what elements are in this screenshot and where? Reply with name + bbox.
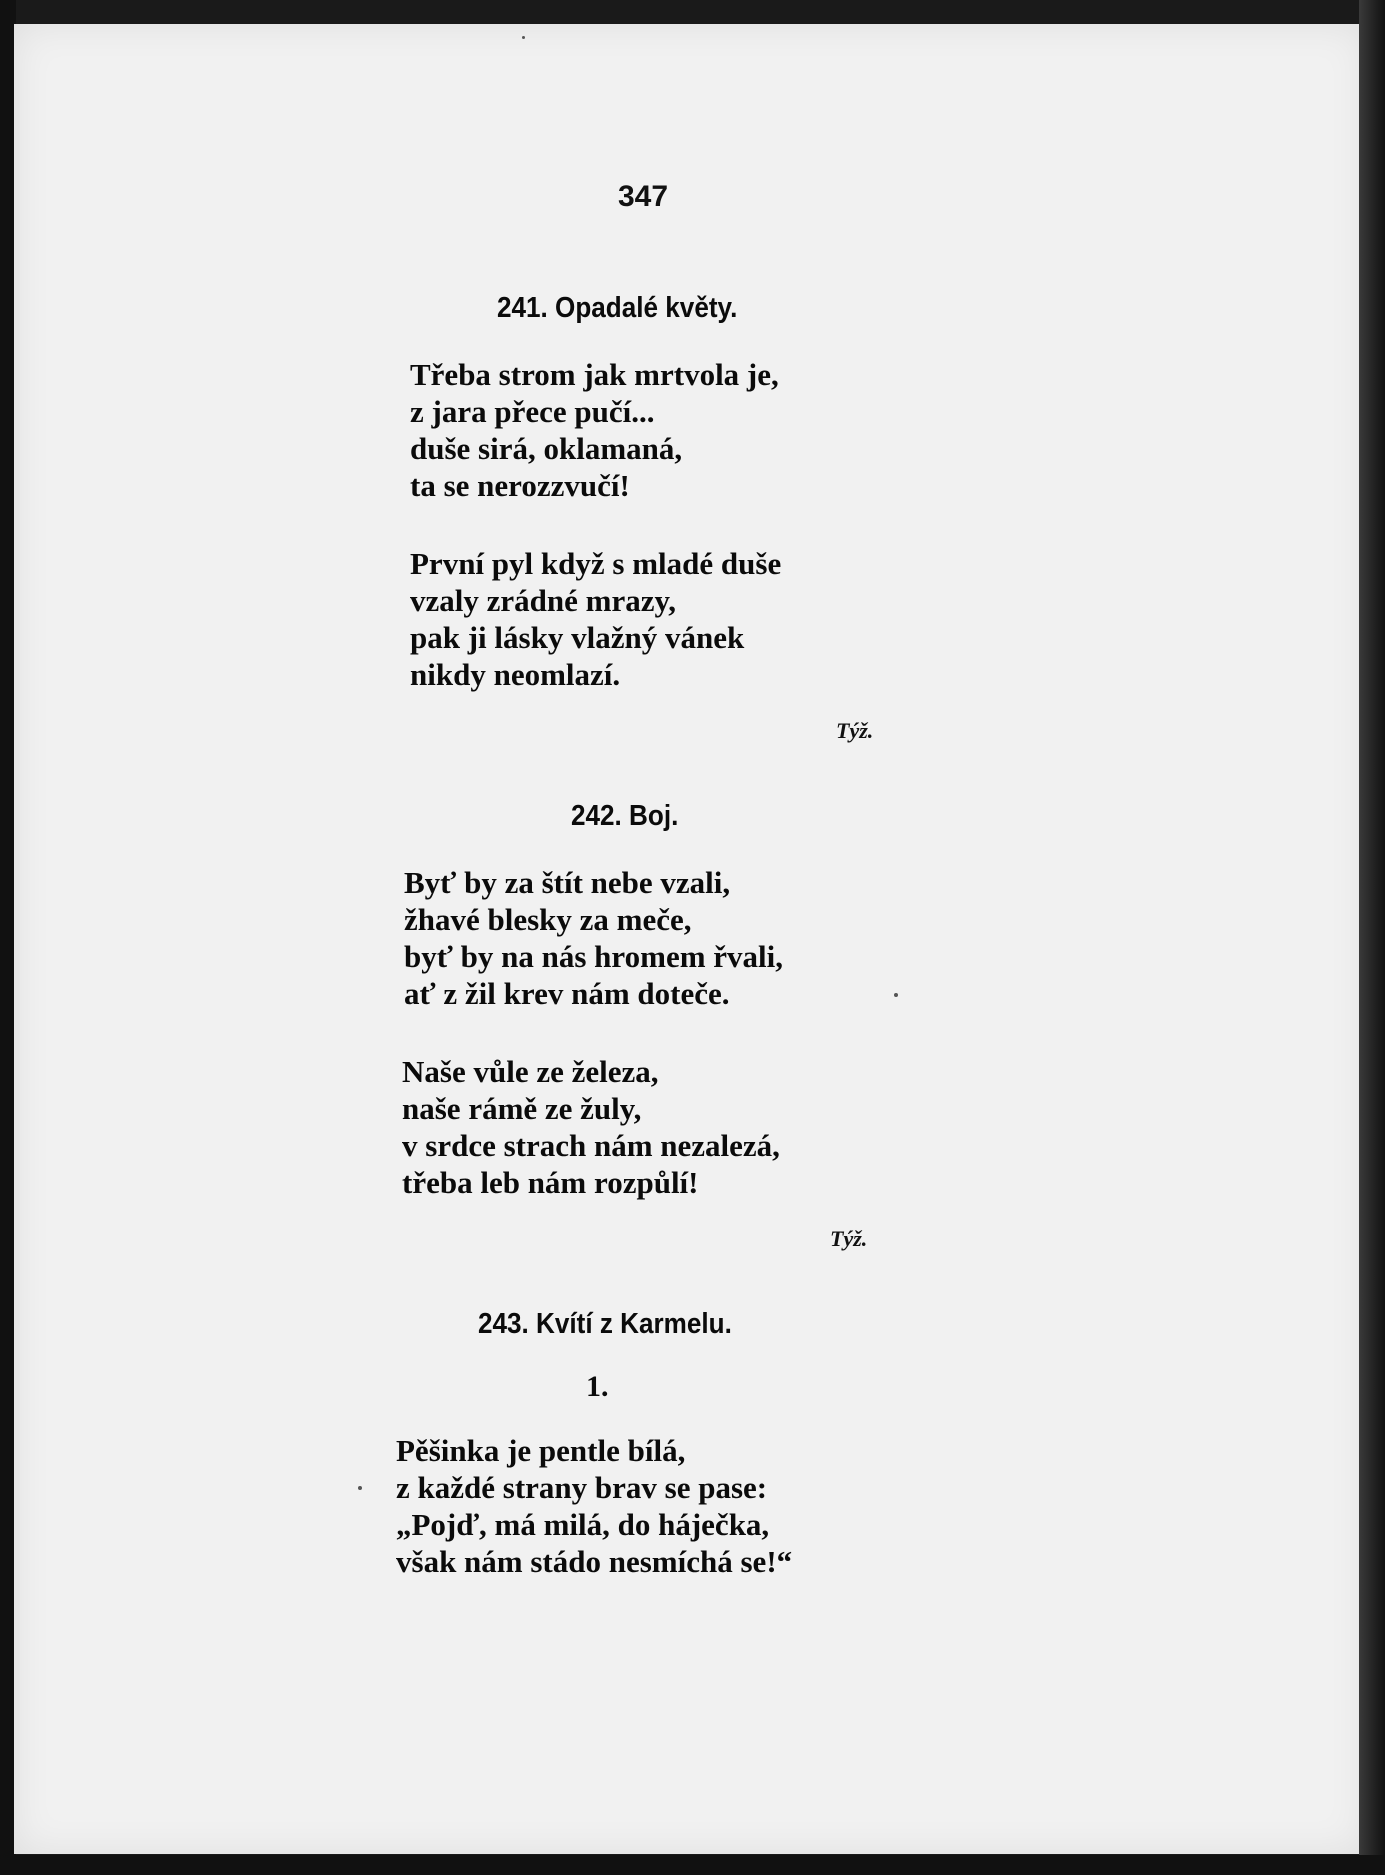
poem-242-stanza-2 xyxy=(402,1053,780,1201)
verse-line: naše rámě ze žuly, xyxy=(402,1091,642,1126)
verse-line: pak ji lásky vlažný vánek xyxy=(410,620,745,655)
verse-line: Naše vůle ze železa, xyxy=(402,1054,659,1089)
poem-241-attribution: Týž. xyxy=(836,718,874,743)
verse-line: žhavé blesky za meče, xyxy=(404,902,692,937)
poem-heading-242: 242. Boj. xyxy=(571,800,679,832)
verse-line: třeba leb nám rozpůlí! xyxy=(402,1165,699,1200)
verse-line: v srdce strach nám nezalezá, xyxy=(402,1128,780,1163)
verse-line: byť by na nás hromem řvali, xyxy=(404,939,784,974)
verse-line: ta se nerozzvučí! xyxy=(410,468,630,503)
poem-heading-241: 241. Opadalé květy. xyxy=(497,292,738,324)
paper-speck xyxy=(358,1486,362,1490)
verse-line: vzaly zrádné mrazy, xyxy=(410,583,677,618)
page-number: 347 xyxy=(618,180,669,213)
poem-243-stanza-1 xyxy=(396,1432,792,1580)
bottom-page-edge xyxy=(0,1855,1385,1875)
verse-line: Třeba strom jak mrtvola je, xyxy=(410,357,779,392)
verse-line: duše sirá, oklamaná, xyxy=(410,431,683,466)
verse-line: Byť by za štít nebe vzali, xyxy=(404,865,731,900)
verse-line: ať z žil krev nám doteče. xyxy=(404,976,730,1011)
poem-241-stanza-1 xyxy=(410,356,779,504)
poem-heading-243: 243. Kvítí z Karmelu. xyxy=(478,1308,732,1340)
verse-line: z každé strany brav se pase: xyxy=(396,1470,768,1505)
verse-line: „Pojď, má milá, do háječka, xyxy=(396,1507,770,1542)
poem-243-part-number: 1. xyxy=(586,1370,609,1403)
poem-242-stanza-1 xyxy=(404,864,783,1012)
verse-line: z jara přece pučí... xyxy=(410,394,655,429)
paper-speck xyxy=(894,993,898,997)
verse-line: však nám stádo nesmíchá se!“ xyxy=(396,1544,793,1579)
poem-241-stanza-2 xyxy=(410,545,781,693)
paper-speck xyxy=(522,36,525,39)
verse-line: Pěšinka je pentle bílá, xyxy=(396,1433,686,1468)
verse-line: První pyl když s mladé duše xyxy=(410,546,782,581)
verse-line: nikdy neomlazí. xyxy=(410,657,621,692)
poem-242-attribution: Týž. xyxy=(830,1226,868,1251)
right-page-edge xyxy=(1359,0,1385,1875)
